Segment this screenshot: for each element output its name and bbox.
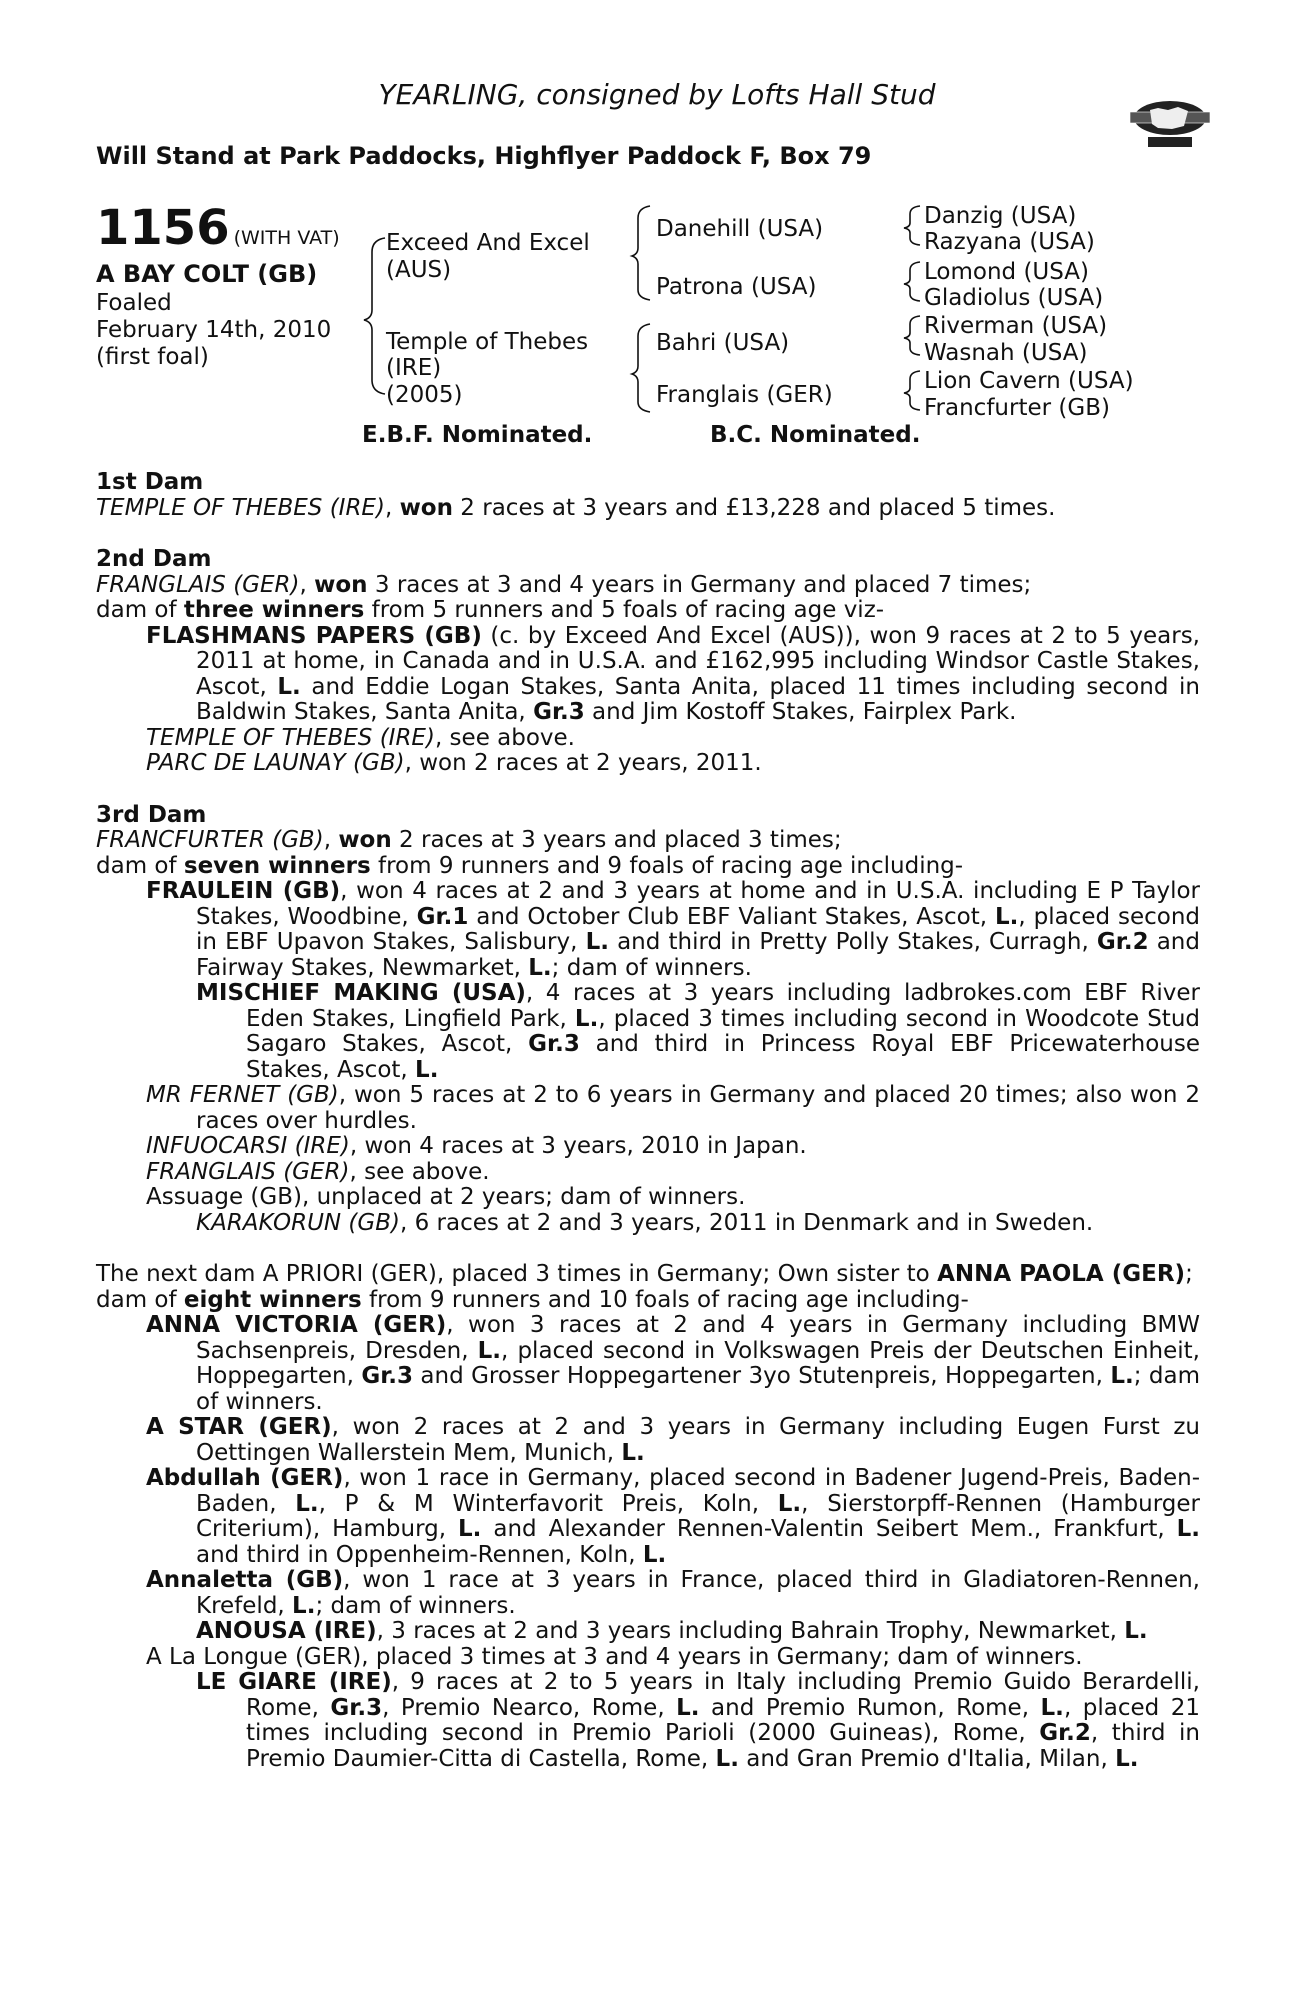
yearling-bonus-badge bbox=[1128, 96, 1212, 154]
lot-number-value: 1156 bbox=[96, 200, 230, 256]
record-text: , won 2 races at 2 and 3 years in Germany including Eugen Furst zu Oettingen Wallerstein Mem, Munich, bbox=[196, 1414, 1200, 1466]
progeny-entry bbox=[96, 1134, 1200, 1160]
record-text: ; bbox=[1185, 1261, 1193, 1287]
record-text: , see above. bbox=[349, 1158, 490, 1185]
record-text: and Grosser Hoppegartener 3yo Stutenpreis, Hoppegarten, bbox=[413, 1363, 1111, 1389]
record-text: , placed 3 times including second in Woodcote Stud Sagaro Stakes, Ascot, bbox=[246, 1005, 1200, 1057]
record-text: , 3 races at 2 and 3 years including Bahrain Trophy, Newmarket, bbox=[376, 1618, 1125, 1644]
listed-label: L. bbox=[528, 954, 552, 981]
horse-name: FRAULEIN (GB) bbox=[146, 878, 341, 904]
won-label: won bbox=[399, 494, 453, 521]
family-notes bbox=[96, 470, 1200, 1772]
horse-name: MISCHIEF MAKING (USA) bbox=[196, 980, 526, 1006]
next-dam-text bbox=[96, 1262, 1200, 1288]
record-text: , Premio Nearco, Rome, bbox=[382, 1694, 677, 1721]
horse-name: MR FERNET (GB) bbox=[146, 1082, 339, 1108]
summary-text: from 9 runners and 10 foals of racing age including- bbox=[361, 1286, 969, 1313]
progeny-entry bbox=[96, 1313, 1200, 1415]
horse-name: KARAKORUN (GB) bbox=[196, 1209, 400, 1236]
horse-name: FRANGLAIS (GER) bbox=[146, 1158, 350, 1185]
horse-name: Abdullah (GER) bbox=[146, 1465, 344, 1491]
horse-name: TEMPLE OF THEBES (IRE) bbox=[146, 724, 435, 751]
horse-name: ANNA PAOLA (GER) bbox=[937, 1261, 1186, 1287]
won-label: won bbox=[338, 827, 392, 853]
record-text: , won 4 races at 2 and 3 years at home and in U.S.A. including E P Taylor Stakes, Woodbine, bbox=[196, 878, 1200, 930]
listed-label: L. bbox=[777, 1490, 802, 1517]
listed-label: L. bbox=[585, 929, 609, 955]
progeny-entry bbox=[96, 624, 1200, 726]
listed-label: L. bbox=[1176, 1516, 1200, 1542]
lot-number bbox=[96, 200, 340, 256]
record-text: , won 5 races at 2 to 6 years in Germany and placed 20 times; also won 2 races over hurdles. bbox=[196, 1082, 1201, 1134]
record-text: The next dam A PRIORI (GER), placed 3 times in Germany; Own sister to bbox=[96, 1261, 938, 1287]
winners-count: seven winners bbox=[183, 852, 371, 879]
group-label: Gr.2 bbox=[1096, 929, 1149, 955]
progeny-entry bbox=[96, 751, 1200, 777]
listed-label: L. bbox=[277, 673, 301, 700]
grandprogeny-entry bbox=[96, 981, 1200, 1083]
listed-label: L. bbox=[415, 1056, 439, 1083]
progeny-entry bbox=[96, 1160, 1200, 1186]
record-text: , placed second in Volkswagen Preis der Deutschen Einheit, Hoppegarten, bbox=[196, 1337, 1200, 1389]
summary-text: from 5 runners and 5 foals of racing age viz- bbox=[364, 597, 885, 623]
horse-name: Annaletta (GB) bbox=[146, 1567, 344, 1593]
horse-name: TEMPLE OF THEBES (IRE) bbox=[96, 494, 385, 521]
horse-name: ANNA VICTORIA (GER) bbox=[146, 1312, 447, 1338]
bc-nominated: B.C. Nominated. bbox=[710, 422, 921, 448]
record-text: ; dam of winners. bbox=[551, 954, 752, 981]
record-text: , 6 races at 2 and 3 years, 2011 in Denmark and in Sweden. bbox=[399, 1209, 1094, 1236]
listed-label: L. bbox=[295, 1490, 319, 1517]
group-label: Gr.3 bbox=[533, 699, 585, 725]
record-text: ; dam of winners. bbox=[315, 1592, 516, 1619]
record-text: , 9 races at 2 to 5 years in Italy including Premio Guido Berardelli, Rome, bbox=[246, 1669, 1200, 1721]
listed-label: L. bbox=[994, 903, 1019, 930]
record-text: and Premio Rumon, Rome, bbox=[699, 1694, 1041, 1721]
first-foal-note: (first foal) bbox=[96, 344, 209, 370]
winners-count: three winners bbox=[183, 597, 365, 623]
record-text: , third in Premio Daumier-Citta di Castella, Rome, bbox=[246, 1720, 1200, 1772]
sire-sire: Danehill (USA) bbox=[656, 216, 824, 242]
group-label: Gr.3 bbox=[528, 1031, 580, 1057]
group-label: Gr.2 bbox=[1039, 1720, 1091, 1746]
summary-text: dam of bbox=[96, 597, 184, 623]
progeny-entry bbox=[96, 1568, 1200, 1619]
record-text: 2 races at 3 years and £13,228 and placed 5 times. bbox=[453, 494, 1056, 521]
record-text: and third in Princess Royal EBF Pricewaterhouse Stakes, Ascot, bbox=[246, 1031, 1200, 1083]
winners-count: eight winners bbox=[183, 1286, 362, 1313]
group-label: Gr.3 bbox=[361, 1363, 414, 1389]
dam-dam: Franglais (GER) bbox=[656, 382, 833, 408]
next-dam-summary bbox=[96, 1288, 1200, 1314]
vat-label: (WITH VAT) bbox=[233, 227, 340, 249]
summary-text: dam of bbox=[96, 1286, 184, 1313]
foaled-label: Foaled bbox=[96, 290, 172, 316]
progeny-entry bbox=[96, 879, 1200, 981]
listed-label: L. bbox=[1115, 1745, 1139, 1772]
won-label: won bbox=[314, 571, 368, 598]
record-text: , placed second in EBF Upavon Stakes, Salisbury, bbox=[196, 903, 1200, 955]
progeny-entry: A La Longue (GER), placed 3 times at 3 and 4 years in Germany; dam of winners. bbox=[146, 1643, 1083, 1670]
dam-sire: Bahri (USA) bbox=[656, 330, 790, 356]
ped-ssd: Razyana (USA) bbox=[924, 229, 1095, 255]
record-text: and Gran Premio d'Italia, Milan, bbox=[738, 1745, 1116, 1772]
ped-dss: Riverman (USA) bbox=[924, 313, 1108, 339]
record-text: 3 races at 3 and 4 years in Germany and placed 7 times; bbox=[367, 571, 1032, 598]
grandprogeny-entry bbox=[96, 1211, 1200, 1237]
third-dam-text: FRANCFURTER (GB), won 2 races at 3 years and placed 3 times; bbox=[96, 827, 842, 853]
ped-dds: Lion Cavern (USA) bbox=[924, 368, 1134, 394]
dam-country: (IRE) bbox=[386, 355, 442, 381]
record-text: and Fairway Stakes, Newmarket, bbox=[196, 929, 1200, 981]
first-dam-heading: 1st Dam bbox=[96, 469, 204, 495]
third-dam-summary bbox=[96, 854, 1200, 880]
listed-label: L. bbox=[1110, 1363, 1134, 1389]
record-text: , placed 21 times including second in Premio Parioli (2000 Guineas), Rome, bbox=[246, 1694, 1200, 1746]
grandprogeny-entry bbox=[96, 1619, 1200, 1645]
record-text: and third in Oppenheim-Rennen, Koln, bbox=[196, 1541, 643, 1568]
group-label: Gr.3 bbox=[330, 1694, 383, 1721]
grandprogeny-entry bbox=[96, 1670, 1200, 1772]
first-dam-text: TEMPLE OF THEBES (IRE), won 2 races at 3 years and £13,228 and placed 5 times. bbox=[96, 494, 1056, 521]
record-text: , won 3 races at 2 and 4 years in Germany including BMW Sachsenpreis, Dresden, bbox=[196, 1312, 1201, 1364]
record-text: , Sierstorpff-Rennen (Hamburger Criterium), Hamburg, bbox=[196, 1490, 1200, 1542]
second-dam-text: FRANGLAIS (GER), won 3 races at 3 and 4 years in Germany and placed 7 times; bbox=[96, 571, 1032, 598]
record-text: , won 1 race at 3 years in France, placed third in Gladiatoren-Rennen, Krefeld, bbox=[196, 1567, 1200, 1619]
third-dam-heading: 3rd Dam bbox=[96, 801, 207, 828]
horse-name: A STAR (GER) bbox=[146, 1414, 332, 1440]
progeny-entry bbox=[96, 1466, 1200, 1568]
listed-label: L. bbox=[1040, 1694, 1064, 1721]
sire-country: (AUS) bbox=[386, 257, 452, 283]
record-text: (c. by Exceed And Excel (AUS)), won 9 races at 2 to 5 years, 2011 at home, in Canada and in U.S.A. and £162,995 including Windsor Castle Stakes, Ascot, bbox=[196, 622, 1200, 700]
dam-name: Temple of Thebes bbox=[386, 329, 589, 355]
second-dam-heading: 2nd Dam bbox=[96, 546, 212, 572]
ped-ddd: Francfurter (GB) bbox=[924, 395, 1110, 421]
record-text: 2 races at 3 years and placed 3 times; bbox=[391, 827, 842, 853]
record-text: , P & M Winterfavorit Preis, Koln, bbox=[318, 1490, 778, 1517]
ebf-nominated: E.B.F. Nominated. bbox=[362, 422, 593, 448]
record-text: , won 4 races at 3 years, 2010 in Japan. bbox=[349, 1133, 807, 1159]
foaled-date: February 14th, 2010 bbox=[96, 317, 332, 343]
record-text: and Alexander Rennen-Valentin Seibert Mem., Frankfurt, bbox=[481, 1516, 1177, 1542]
record-text: and Jim Kostoff Stakes, Fairplex Park. bbox=[584, 699, 1017, 725]
horse-name: FRANGLAIS (GER) bbox=[96, 571, 300, 598]
group-label: Gr.1 bbox=[416, 903, 469, 930]
record-text: and third in Pretty Polly Stakes, Curragh, bbox=[608, 929, 1097, 955]
dam-year: (2005) bbox=[386, 382, 463, 408]
sire-dam: Patrona (USA) bbox=[656, 274, 817, 300]
listed-label: L. bbox=[458, 1516, 482, 1542]
lot-name: A BAY COLT (GB) bbox=[96, 260, 318, 288]
ped-sdd: Gladiolus (USA) bbox=[924, 285, 1104, 311]
horse-name: PARC DE LAUNAY (GB) bbox=[146, 750, 405, 776]
ped-dsd: Wasnah (USA) bbox=[924, 340, 1088, 366]
progeny-entry bbox=[96, 726, 1200, 752]
horse-name: ANOUSA (IRE) bbox=[196, 1618, 377, 1644]
record-text: , see above. bbox=[434, 724, 575, 751]
stand-location: Will Stand at Park Paddocks, Highflyer Paddock F, Box 79 bbox=[96, 142, 872, 170]
progeny-entry bbox=[96, 1083, 1200, 1134]
horse-name: LE GIARE (IRE) bbox=[196, 1669, 392, 1695]
listed-label: L. bbox=[292, 1592, 316, 1619]
listed-label: L. bbox=[621, 1439, 645, 1466]
ped-sds: Lomond (USA) bbox=[924, 259, 1089, 285]
listed-label: L. bbox=[676, 1694, 700, 1721]
listed-label: L. bbox=[574, 1005, 599, 1032]
horse-name: INFUOCARSI (IRE) bbox=[146, 1133, 350, 1159]
ped-sss: Danzig (USA) bbox=[924, 203, 1077, 229]
record-text: , won 2 races at 2 years, 2011. bbox=[404, 750, 762, 776]
listed-label: L. bbox=[642, 1541, 667, 1568]
sire-name: Exceed And Excel bbox=[386, 230, 590, 256]
record-text: ; dam of winners. bbox=[196, 1363, 1200, 1415]
second-dam-summary bbox=[96, 598, 1200, 624]
summary-text: dam of bbox=[96, 852, 184, 879]
listed-label: L. bbox=[715, 1745, 739, 1772]
summary-text: from 9 runners and 9 foals of racing age including- bbox=[370, 852, 964, 879]
progeny-entry: Assuage (GB), unplaced at 2 years; dam of winners. bbox=[146, 1184, 746, 1210]
record-text: and October Club EBF Valiant Stakes, Ascot, bbox=[468, 903, 995, 930]
listed-label: L. bbox=[1124, 1618, 1148, 1644]
record-text: and Eddie Logan Stakes, Santa Anita, placed 11 times including second in Baldwin Stakes, Santa Anita, bbox=[196, 673, 1200, 725]
progeny-entry bbox=[96, 1415, 1200, 1466]
horse-name: FRANCFURTER (GB) bbox=[96, 827, 324, 853]
record-text: , 4 races at 3 years including ladbrokes.com EBF River Eden Stakes, Lingfield Park, bbox=[246, 980, 1200, 1032]
page-title: YEARLING, consigned by Lofts Hall Stud bbox=[378, 78, 936, 111]
horse-name: FLASHMANS PAPERS (GB) bbox=[146, 622, 482, 649]
record-text: , won 1 race in Germany, placed second in Badener Jugend-Preis, Baden-Baden, bbox=[196, 1465, 1200, 1517]
listed-label: L. bbox=[477, 1337, 502, 1364]
